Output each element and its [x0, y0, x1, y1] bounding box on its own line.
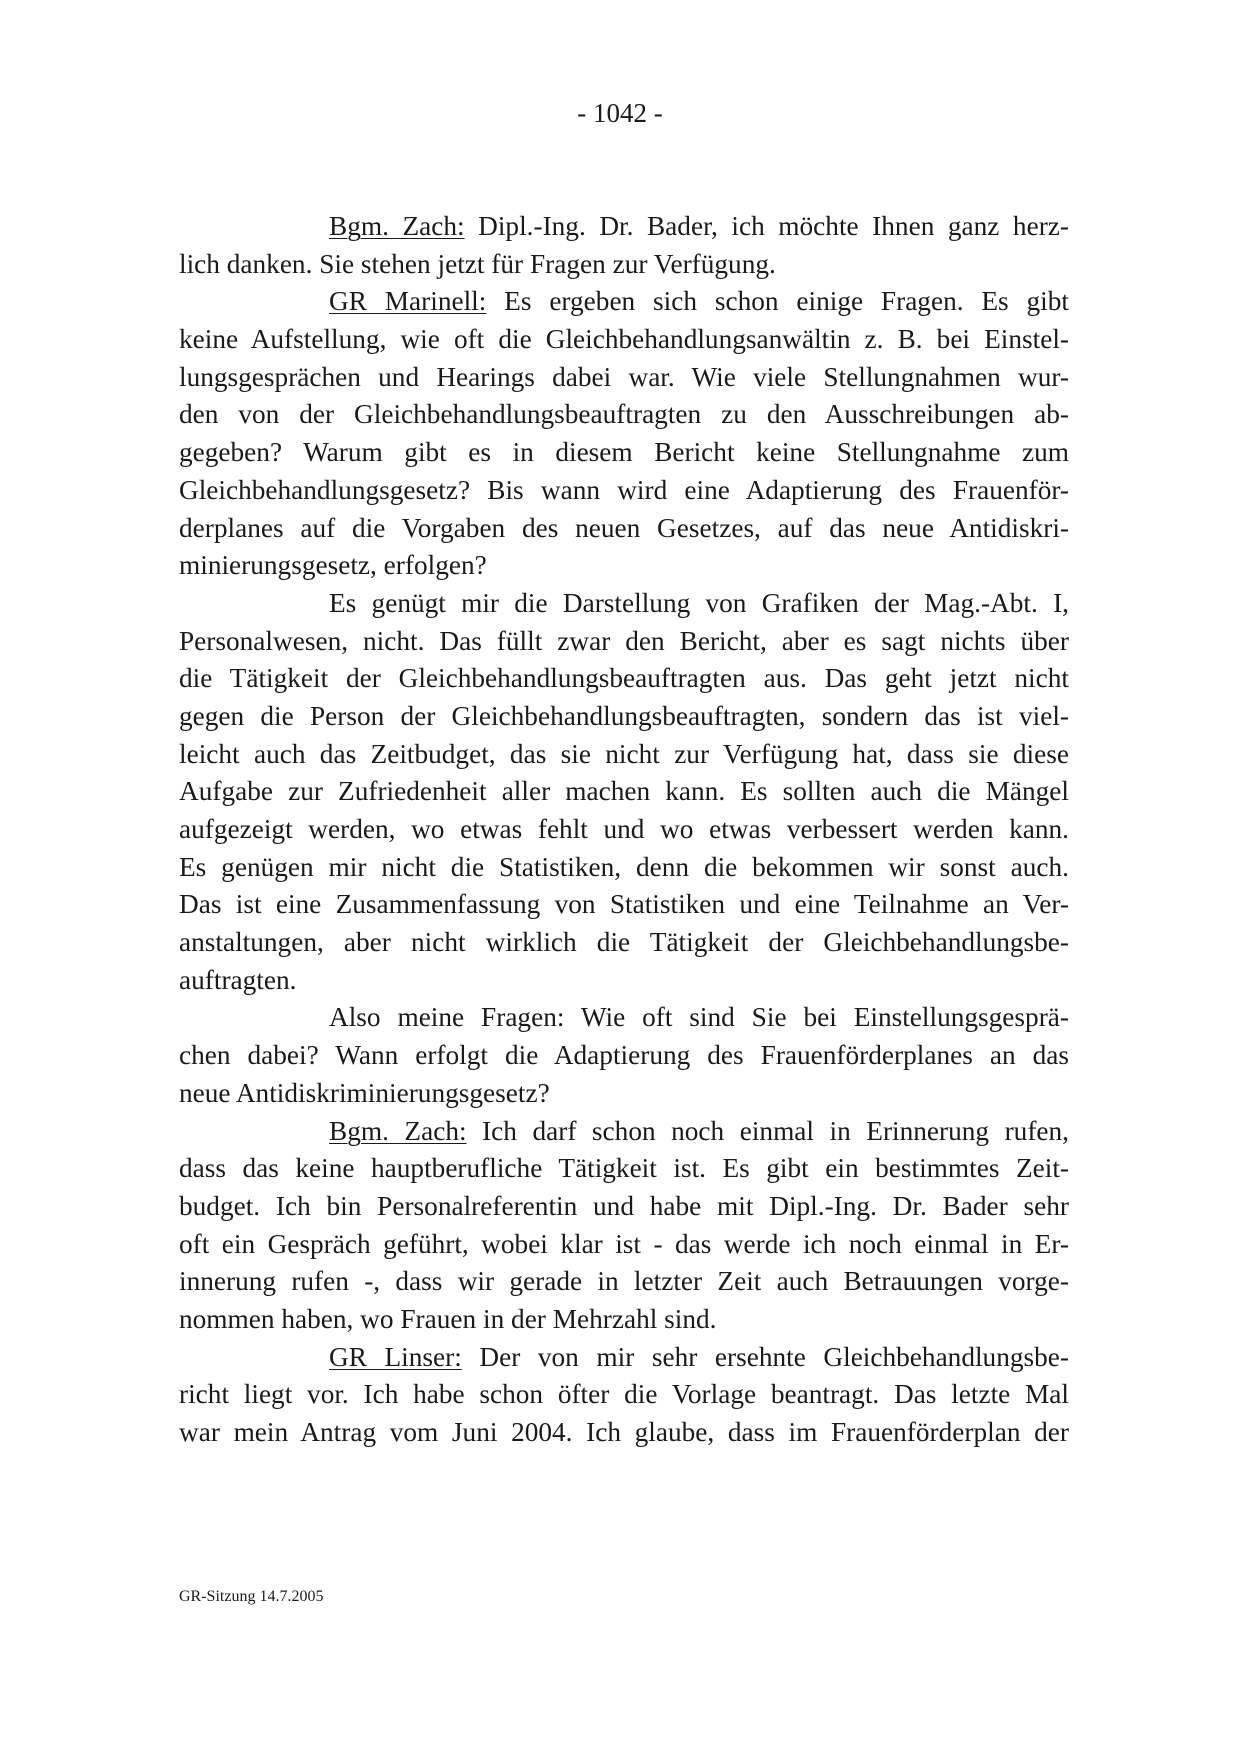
text-line: richt liegt vor. Ich habe schon öfter die Vorlage beantragt. Das letzte Mal [179, 1379, 1069, 1410]
speaker-label: GR Marinell: [329, 286, 487, 317]
line-text: Ich darf schon noch einmal in Erinnerung rufen, [466, 1115, 1069, 1146]
page-number: - 1042 - [577, 98, 663, 128]
speaker-label: Bgm. Zach: [329, 1115, 467, 1146]
text-line: minierungsgesetz, erfolgen? [179, 550, 487, 581]
text-line: gegen die Person der Gleichbehandlungsbeauftragten, sondern das ist viel- [179, 700, 1069, 731]
text-line: chen dabei? Wann erfolgt die Adaptierung des Frauenförderplanes an das [179, 1040, 1069, 1071]
text-line: Aufgabe zur Zufriedenheit aller machen kann. Es sollten auch die Mängel [179, 776, 1069, 807]
line-text: Der von mir sehr ersehnte Gleichbehandlungsbe- [461, 1341, 1069, 1372]
speaker-label: GR Linser: [329, 1341, 462, 1372]
text-line: war mein Antrag vom Juni 2004. Ich glaube, dass im Frauenförderplan der [179, 1417, 1069, 1447]
text-line: oft ein Gespräch geführt, wobei klar ist - das werde ich noch einmal in Er- [179, 1228, 1069, 1259]
text-line: Gleichbehandlungsgesetz? Bis wann wird eine Adaptierung des Frauenför- [179, 474, 1069, 505]
text-line [179, 208, 1069, 246]
transcript-body [179, 208, 1069, 1452]
text-line: auftragten. [179, 964, 297, 995]
text-line [179, 1339, 1069, 1377]
text-line: die Tätigkeit der Gleichbehandlungsbeauftragten aus. Das geht jetzt nicht [179, 663, 1069, 694]
text-line: lich danken. Sie stehen jetzt für Fragen zur Verfügung. [179, 248, 776, 279]
text-line: Also meine Fragen: Wie oft sind Sie bei Einstellungsgesprä- [329, 1002, 1069, 1033]
text-line: den von der Gleichbehandlungsbeauftragten zu den Ausschreibungen ab- [179, 399, 1069, 430]
text-line: anstaltungen, aber nicht wirklich die Tätigkeit der Gleichbehandlungsbe- [179, 927, 1069, 958]
line-text: Es ergeben sich schon einige Fragen. Es gibt [486, 286, 1069, 317]
page-footer: GR-Sitzung 14.7.2005 [179, 1588, 324, 1605]
text-line: Es genügen mir nicht die Statistiken, denn die bekommen wir sonst auch. [179, 851, 1069, 882]
text-line: leicht auch das Zeitbudget, das sie nicht zur Verfügung hat, dass sie diese [179, 738, 1069, 769]
text-line: keine Aufstellung, wie oft die Gleichbehandlungsanwältin z. B. bei Einstel- [179, 324, 1069, 355]
text-line: innerung rufen -, dass wir gerade in letzter Zeit auch Betrauungen vorge- [179, 1266, 1069, 1297]
text-line: aufgezeigt werden, wo etwas fehlt und wo etwas verbessert werden kann. [179, 814, 1069, 844]
text-line: Es genügt mir die Darstellung von Grafiken der Mag.-Abt. I, [329, 587, 1069, 618]
text-line: Das ist eine Zusammenfassung von Statistiken und eine Teilnahme an Ver- [179, 889, 1069, 920]
speaker-label: Bgm. Zach: [329, 211, 465, 241]
text-line [179, 1113, 1069, 1151]
text-line: budget. Ich bin Personalreferentin und habe mit Dipl.-Ing. Dr. Bader sehr [179, 1190, 1069, 1221]
text-line: Personalwesen, nicht. Das füllt zwar den Bericht, aber es sagt nichts über [179, 625, 1069, 656]
text-line: gegeben? Warum gibt es in diesem Bericht keine Stellungnahme zum [179, 437, 1069, 468]
text-line [179, 283, 1069, 321]
text-line: nommen haben, wo Frauen in der Mehrzahl sind. [179, 1303, 717, 1334]
text-line: dass das keine hauptberufliche Tätigkeit ist. Es gibt ein bestimmtes Zeit- [179, 1153, 1069, 1184]
line-text: Dipl.-Ing. Dr. Bader, ich möchte Ihnen ganz herz- [464, 211, 1069, 241]
text-line: lungsgesprächen und Hearings dabei war. Wie viele Stellungnahmen wur- [179, 361, 1069, 392]
text-line: neue Antidiskriminierungsgesetz? [179, 1077, 550, 1108]
text-line: derplanes auf die Vorgaben des neuen Gesetzes, auf das neue Antidiskri- [179, 512, 1069, 543]
